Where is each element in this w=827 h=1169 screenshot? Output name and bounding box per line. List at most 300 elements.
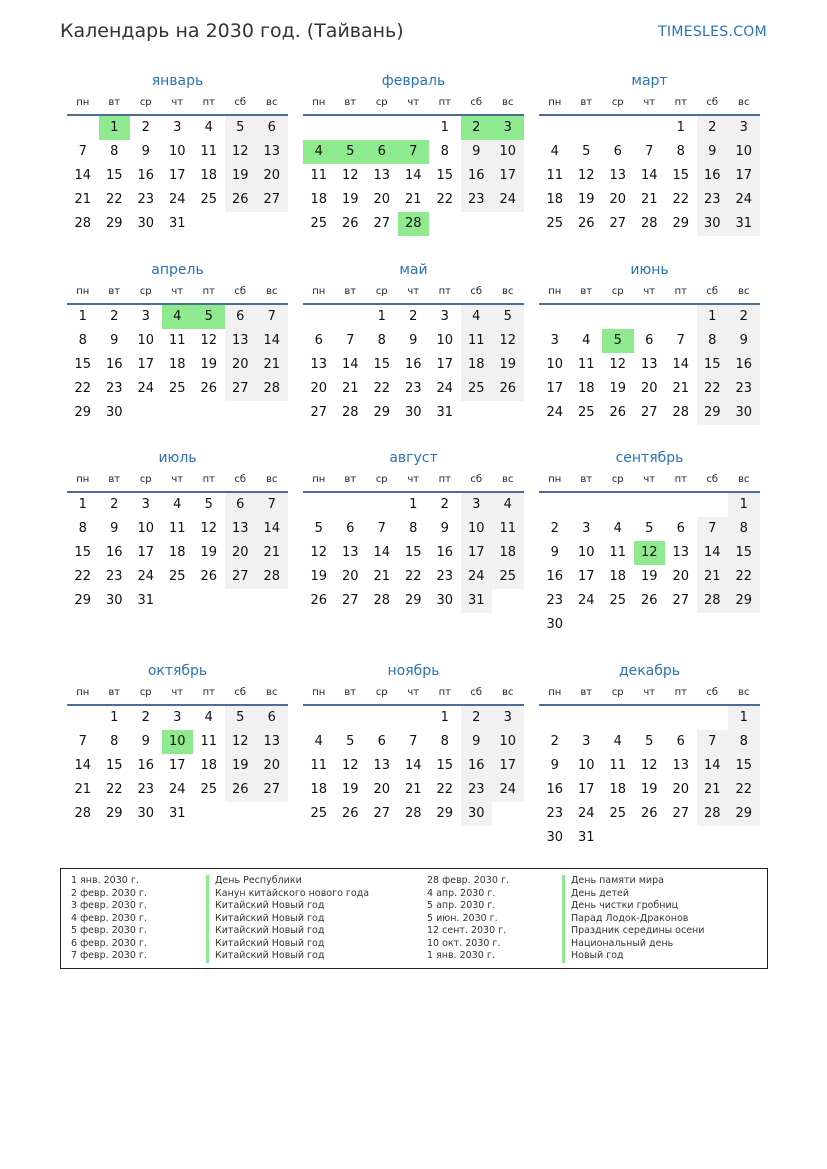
weekday-label: пн bbox=[548, 474, 562, 485]
calendar-day: 21 bbox=[341, 381, 359, 396]
calendar-day: 29 bbox=[74, 405, 92, 420]
weekday-label: пн bbox=[76, 97, 90, 108]
calendar-day: 13 bbox=[672, 758, 690, 773]
weekday-label: ср bbox=[375, 687, 388, 698]
month-name: сентябрь bbox=[615, 450, 684, 466]
calendar-day: 15 bbox=[105, 758, 123, 773]
calendar-day: 11 bbox=[310, 168, 328, 183]
weekday-label: вт bbox=[108, 474, 121, 485]
calendar-day: 17 bbox=[577, 569, 595, 584]
calendar-day: 12 bbox=[640, 758, 658, 773]
calendar-day: 17 bbox=[137, 545, 155, 560]
calendar-day: 19 bbox=[609, 381, 627, 396]
calendar-day: 9 bbox=[440, 521, 449, 536]
calendar-day: 13 bbox=[341, 545, 359, 560]
calendar-day: 7 bbox=[697, 517, 729, 541]
holiday-legend bbox=[60, 868, 768, 969]
calendar-day: 7 bbox=[346, 333, 355, 348]
calendar-day: 28 bbox=[256, 565, 288, 589]
calendar-day: 2 bbox=[141, 710, 150, 725]
weekday-label: чт bbox=[643, 687, 656, 698]
weekday-label: ср bbox=[375, 286, 388, 297]
calendar-day: 6 bbox=[346, 521, 355, 536]
calendar-day: 15 bbox=[728, 541, 760, 565]
calendar-day: 5 bbox=[645, 521, 654, 536]
calendar-day: 29 bbox=[105, 806, 123, 821]
calendar-day: 27 bbox=[341, 593, 359, 608]
holiday-date: 12 сент. 2030 г. bbox=[427, 925, 507, 936]
calendar-day: 22 bbox=[436, 782, 454, 797]
holiday-date: 4 апр. 2030 г. bbox=[427, 887, 496, 899]
holiday-day: 4 bbox=[303, 140, 335, 164]
calendar-day: 25 bbox=[200, 192, 218, 207]
calendar-day: 22 bbox=[697, 377, 729, 401]
calendar-day: 11 bbox=[200, 734, 218, 749]
holiday-date: 1 янв. 2030 г. bbox=[71, 875, 139, 886]
calendar-day: 11 bbox=[200, 144, 218, 159]
calendar-day: 17 bbox=[436, 357, 454, 372]
calendar-day: 17 bbox=[168, 168, 186, 183]
calendar-day: 13 bbox=[373, 758, 391, 773]
calendar-day: 20 bbox=[256, 164, 288, 188]
calendar-day: 4 bbox=[461, 305, 493, 329]
calendar-day: 15 bbox=[74, 545, 92, 560]
calendar-day: 4 bbox=[314, 734, 323, 749]
calendar-day: 12 bbox=[225, 730, 257, 754]
calendar-day: 17 bbox=[546, 381, 564, 396]
weekday-label: ср bbox=[611, 97, 624, 108]
weekday-label: чт bbox=[171, 97, 184, 108]
calendar-day: 3 bbox=[728, 116, 760, 140]
weekday-label: вт bbox=[108, 286, 121, 297]
calendar-day: 1 bbox=[110, 710, 119, 725]
weekday-label: пт bbox=[438, 474, 451, 485]
calendar-day: 8 bbox=[377, 333, 386, 348]
calendar-day: 19 bbox=[225, 164, 257, 188]
calendar-day: 10 bbox=[577, 758, 595, 773]
calendar-day: 16 bbox=[105, 357, 123, 372]
holiday-name: День Республики bbox=[206, 875, 369, 888]
month-name: август bbox=[389, 450, 438, 466]
calendar-day: 17 bbox=[461, 541, 493, 565]
calendar-day: 1 bbox=[409, 497, 418, 512]
weekday-label: вс bbox=[266, 97, 278, 108]
calendar-day: 25 bbox=[310, 216, 328, 231]
holiday-date: 4 февр. 2030 г. bbox=[71, 912, 147, 924]
holiday-day: 5 bbox=[602, 329, 634, 353]
weekday-label: сб bbox=[470, 286, 483, 297]
calendar-day: 18 bbox=[168, 357, 186, 372]
calendar-day: 9 bbox=[110, 333, 119, 348]
calendar-day: 13 bbox=[256, 730, 288, 754]
calendar-day: 29 bbox=[404, 593, 422, 608]
calendar-day: 12 bbox=[225, 140, 257, 164]
calendar-day: 8 bbox=[78, 333, 87, 348]
calendar-day: 19 bbox=[341, 192, 359, 207]
calendar-day: 25 bbox=[492, 565, 524, 589]
calendar-day: 7 bbox=[256, 305, 288, 329]
calendar-day: 1 bbox=[377, 309, 386, 324]
calendar-day: 13 bbox=[225, 517, 257, 541]
calendar-day: 24 bbox=[546, 405, 564, 420]
calendar-day: 18 bbox=[577, 381, 595, 396]
calendar-day: 16 bbox=[105, 545, 123, 560]
holiday-day: 7 bbox=[398, 140, 430, 164]
calendar-day: 9 bbox=[550, 758, 559, 773]
weekday-label: вт bbox=[108, 97, 121, 108]
calendar-day: 9 bbox=[141, 144, 150, 159]
calendar-day: 3 bbox=[550, 333, 559, 348]
calendar-day: 2 bbox=[409, 309, 418, 324]
weekday-label: чт bbox=[171, 687, 184, 698]
calendar-day: 29 bbox=[728, 589, 760, 613]
calendar-day: 12 bbox=[577, 168, 595, 183]
calendar-day: 24 bbox=[577, 806, 595, 821]
calendar-day: 19 bbox=[341, 782, 359, 797]
calendar-day: 16 bbox=[461, 754, 493, 778]
weekday-header bbox=[539, 687, 760, 703]
calendar-day: 10 bbox=[461, 517, 493, 541]
calendar-day: 20 bbox=[373, 782, 391, 797]
calendar-day: 14 bbox=[74, 758, 92, 773]
calendar-day: 18 bbox=[200, 168, 218, 183]
calendar-day: 23 bbox=[105, 569, 123, 584]
calendar-day: 16 bbox=[137, 758, 155, 773]
holiday-day: 10 bbox=[162, 730, 194, 754]
calendar-day: 20 bbox=[310, 381, 328, 396]
calendar-day: 21 bbox=[640, 192, 658, 207]
calendar-day: 5 bbox=[582, 144, 591, 159]
weekday-label: пн bbox=[76, 687, 90, 698]
calendar-day: 10 bbox=[436, 333, 454, 348]
weekday-label: вс bbox=[738, 474, 750, 485]
calendar-day: 27 bbox=[373, 806, 391, 821]
calendar-day: 14 bbox=[256, 329, 288, 353]
calendar-day: 19 bbox=[577, 192, 595, 207]
calendar-day: 30 bbox=[461, 802, 493, 826]
calendar-day: 20 bbox=[672, 782, 690, 797]
calendar-day: 12 bbox=[200, 521, 218, 536]
calendar-day: 24 bbox=[492, 778, 524, 802]
calendar-day: 25 bbox=[200, 782, 218, 797]
weekday-label: вт bbox=[344, 286, 357, 297]
calendar-day: 18 bbox=[310, 192, 328, 207]
calendar-day: 17 bbox=[137, 357, 155, 372]
weekday-label: сб bbox=[706, 474, 719, 485]
calendar-day: 14 bbox=[404, 168, 422, 183]
calendar-day: 12 bbox=[310, 545, 328, 560]
calendar-day: 28 bbox=[404, 806, 422, 821]
weekday-label: пн bbox=[312, 687, 326, 698]
calendar-day: 30 bbox=[137, 806, 155, 821]
calendar-day: 31 bbox=[577, 830, 595, 845]
weekday-label: пн bbox=[76, 286, 90, 297]
holiday-date: 5 апр. 2030 г. bbox=[427, 900, 496, 911]
calendar-day: 9 bbox=[141, 734, 150, 749]
holiday-date: 1 янв. 2030 г. bbox=[427, 950, 495, 961]
calendar-day: 27 bbox=[225, 377, 257, 401]
weekday-label: пт bbox=[674, 286, 687, 297]
calendar-day: 25 bbox=[168, 381, 186, 396]
calendar-day: 28 bbox=[640, 216, 658, 231]
calendar-day: 16 bbox=[546, 782, 564, 797]
calendar-day: 26 bbox=[341, 806, 359, 821]
calendar-day: 31 bbox=[728, 212, 760, 236]
weekday-label: вс bbox=[266, 286, 278, 297]
calendar-day: 23 bbox=[105, 381, 123, 396]
weekday-header bbox=[67, 687, 288, 703]
calendar-day: 27 bbox=[256, 188, 288, 212]
calendar-day: 14 bbox=[697, 754, 729, 778]
calendar-day: 25 bbox=[577, 405, 595, 420]
calendar-day: 29 bbox=[373, 405, 391, 420]
weekday-label: чт bbox=[407, 474, 420, 485]
calendar-day: 31 bbox=[137, 593, 155, 608]
holiday-name: Парад Лодок-Драконов bbox=[562, 913, 704, 926]
calendar-day: 19 bbox=[640, 782, 658, 797]
site-link[interactable]: TIMESLES.COM bbox=[658, 24, 767, 40]
calendar-day: 8 bbox=[440, 144, 449, 159]
calendar-day: 26 bbox=[310, 593, 328, 608]
calendar-day: 13 bbox=[373, 168, 391, 183]
calendar-day: 15 bbox=[672, 168, 690, 183]
calendar-day: 11 bbox=[310, 758, 328, 773]
calendar-day: 1 bbox=[728, 493, 760, 517]
calendar-day: 2 bbox=[728, 305, 760, 329]
calendar-day: 11 bbox=[546, 168, 564, 183]
holiday-name: День памяти мира bbox=[562, 875, 704, 888]
calendar-day: 26 bbox=[577, 216, 595, 231]
month-name: декабрь bbox=[618, 663, 681, 679]
calendar-day: 15 bbox=[436, 168, 454, 183]
weekday-label: пт bbox=[438, 97, 451, 108]
weekday-label: чт bbox=[643, 97, 656, 108]
weekday-label: чт bbox=[171, 474, 184, 485]
calendar-day: 14 bbox=[341, 357, 359, 372]
calendar-day: 26 bbox=[200, 569, 218, 584]
calendar-day: 22 bbox=[74, 569, 92, 584]
weekday-label: сб bbox=[706, 687, 719, 698]
calendar-day: 18 bbox=[609, 782, 627, 797]
holiday-name: Китайский Новый год bbox=[206, 950, 369, 963]
weekday-label: ср bbox=[611, 687, 624, 698]
weekday-label: сб bbox=[470, 474, 483, 485]
holiday-name: Канун китайского нового года bbox=[206, 888, 369, 901]
calendar-day: 29 bbox=[74, 593, 92, 608]
calendar-day: 23 bbox=[728, 377, 760, 401]
weekday-label: вт bbox=[580, 97, 593, 108]
holiday-names-left bbox=[206, 875, 369, 963]
calendar-day: 15 bbox=[74, 357, 92, 372]
calendar-day: 18 bbox=[310, 782, 328, 797]
calendar-day: 24 bbox=[577, 593, 595, 608]
weekday-label: пт bbox=[202, 687, 215, 698]
calendar-day: 1 bbox=[728, 706, 760, 730]
calendar-day: 16 bbox=[697, 164, 729, 188]
holiday-date: 6 февр. 2030 г. bbox=[71, 937, 147, 949]
calendar-day: 31 bbox=[461, 589, 493, 613]
calendar-day: 3 bbox=[141, 497, 150, 512]
calendar-day: 7 bbox=[697, 730, 729, 754]
weekday-label: пт bbox=[674, 687, 687, 698]
weekday-label: вт bbox=[580, 474, 593, 485]
calendar-day: 6 bbox=[314, 333, 323, 348]
calendar-day: 8 bbox=[676, 144, 685, 159]
calendar-day: 5 bbox=[645, 734, 654, 749]
calendar-day: 2 bbox=[550, 734, 559, 749]
weekday-label: пт bbox=[202, 474, 215, 485]
calendar-day: 14 bbox=[672, 357, 690, 372]
holiday-names-right bbox=[562, 875, 704, 963]
calendar-day: 4 bbox=[613, 521, 622, 536]
month-divider bbox=[539, 491, 760, 493]
calendar-day: 27 bbox=[609, 216, 627, 231]
calendar-day: 23 bbox=[436, 569, 454, 584]
calendar-day: 30 bbox=[137, 216, 155, 231]
calendar-day: 3 bbox=[461, 493, 493, 517]
calendar-day: 22 bbox=[672, 192, 690, 207]
calendar-day: 19 bbox=[492, 353, 524, 377]
weekday-label: пт bbox=[202, 97, 215, 108]
weekday-label: ср bbox=[139, 687, 152, 698]
calendar-day: 4 bbox=[204, 120, 213, 135]
calendar-day: 21 bbox=[697, 778, 729, 802]
calendar-day: 23 bbox=[461, 778, 493, 802]
calendar-day: 12 bbox=[341, 758, 359, 773]
calendar-day: 6 bbox=[256, 706, 288, 730]
weekday-label: пн bbox=[312, 286, 326, 297]
calendar-day: 16 bbox=[461, 164, 493, 188]
month-name: май bbox=[399, 262, 428, 278]
calendar-day: 16 bbox=[404, 357, 422, 372]
holiday-day: 4 bbox=[162, 305, 194, 329]
calendar-day: 9 bbox=[728, 329, 760, 353]
weekday-label: чт bbox=[407, 687, 420, 698]
calendar-day: 1 bbox=[440, 710, 449, 725]
month-name: июль bbox=[158, 450, 197, 466]
calendar-day: 24 bbox=[168, 782, 186, 797]
calendar-day: 16 bbox=[137, 168, 155, 183]
calendar-day: 27 bbox=[310, 405, 328, 420]
weekday-label: сб bbox=[234, 474, 247, 485]
calendar-day: 26 bbox=[225, 778, 257, 802]
calendar-day: 10 bbox=[577, 545, 595, 560]
calendar-day: 11 bbox=[168, 333, 186, 348]
calendar-day: 24 bbox=[137, 569, 155, 584]
calendar-day: 30 bbox=[105, 405, 123, 420]
calendar-day: 15 bbox=[728, 754, 760, 778]
weekday-header bbox=[303, 97, 524, 113]
weekday-label: сб bbox=[470, 687, 483, 698]
calendar-day: 6 bbox=[225, 493, 257, 517]
calendar-day: 1 bbox=[78, 497, 87, 512]
calendar-day: 14 bbox=[256, 517, 288, 541]
calendar-day: 4 bbox=[613, 734, 622, 749]
calendar-day: 7 bbox=[409, 734, 418, 749]
weekday-header bbox=[303, 286, 524, 302]
calendar-day: 18 bbox=[200, 758, 218, 773]
weekday-header bbox=[539, 286, 760, 302]
calendar-day: 28 bbox=[672, 405, 690, 420]
calendar-day: 6 bbox=[377, 734, 386, 749]
calendar-day: 2 bbox=[440, 497, 449, 512]
weekday-label: пт bbox=[438, 286, 451, 297]
calendar-day: 1 bbox=[78, 309, 87, 324]
calendar-day: 3 bbox=[440, 309, 449, 324]
calendar-day: 31 bbox=[436, 405, 454, 420]
calendar-day: 8 bbox=[728, 517, 760, 541]
weekday-header bbox=[539, 474, 760, 490]
calendar-day: 17 bbox=[577, 782, 595, 797]
calendar-day: 18 bbox=[168, 545, 186, 560]
weekday-label: вс bbox=[266, 687, 278, 698]
calendar-day: 11 bbox=[609, 545, 627, 560]
calendar-day: 11 bbox=[461, 329, 493, 353]
calendar-day: 7 bbox=[78, 734, 87, 749]
month-name: март bbox=[631, 73, 668, 89]
holiday-date: 28 февр. 2030 г. bbox=[427, 875, 509, 886]
weekday-label: вс bbox=[502, 687, 514, 698]
calendar-day: 8 bbox=[409, 521, 418, 536]
calendar-day: 13 bbox=[225, 329, 257, 353]
month-divider bbox=[539, 704, 760, 706]
calendar-day: 19 bbox=[200, 545, 218, 560]
calendar-day: 12 bbox=[609, 357, 627, 372]
calendar-day: 8 bbox=[440, 734, 449, 749]
calendar-day: 26 bbox=[341, 216, 359, 231]
calendar-day: 9 bbox=[697, 140, 729, 164]
month-name: ноябрь bbox=[387, 663, 440, 679]
calendar-day: 27 bbox=[672, 593, 690, 608]
calendar-day: 17 bbox=[492, 164, 524, 188]
calendar-day: 18 bbox=[609, 569, 627, 584]
calendar-day: 2 bbox=[110, 309, 119, 324]
weekday-label: вт bbox=[108, 687, 121, 698]
calendar-day: 20 bbox=[225, 541, 257, 565]
calendar-day: 22 bbox=[373, 381, 391, 396]
calendar-day: 8 bbox=[697, 329, 729, 353]
calendar-day: 8 bbox=[78, 521, 87, 536]
calendar-day: 7 bbox=[676, 333, 685, 348]
weekday-label: пн bbox=[548, 687, 562, 698]
holiday-day: 5 bbox=[335, 140, 367, 164]
calendar-day: 3 bbox=[141, 309, 150, 324]
calendar-day: 21 bbox=[256, 353, 288, 377]
calendar-day: 24 bbox=[728, 188, 760, 212]
calendar-day: 24 bbox=[492, 188, 524, 212]
calendar-day: 30 bbox=[404, 405, 422, 420]
weekday-label: пт bbox=[674, 474, 687, 485]
calendar-day: 24 bbox=[168, 192, 186, 207]
calendar-day: 3 bbox=[582, 734, 591, 749]
calendar-day: 11 bbox=[609, 758, 627, 773]
weekday-label: вт bbox=[344, 687, 357, 698]
calendar-day: 13 bbox=[609, 168, 627, 183]
weekday-header bbox=[67, 286, 288, 302]
calendar-day: 3 bbox=[492, 706, 524, 730]
weekday-label: ср bbox=[139, 474, 152, 485]
calendar-day: 10 bbox=[492, 140, 524, 164]
calendar-day: 7 bbox=[78, 144, 87, 159]
holiday-name: День чистки гробниц bbox=[562, 900, 704, 913]
holiday-name: Новый год bbox=[562, 950, 704, 963]
calendar-day: 28 bbox=[74, 216, 92, 231]
calendar-day: 1 bbox=[676, 120, 685, 135]
calendar-day: 21 bbox=[697, 565, 729, 589]
calendar-day: 21 bbox=[672, 381, 690, 396]
holiday-day: 3 bbox=[492, 116, 524, 140]
weekday-label: чт bbox=[643, 286, 656, 297]
